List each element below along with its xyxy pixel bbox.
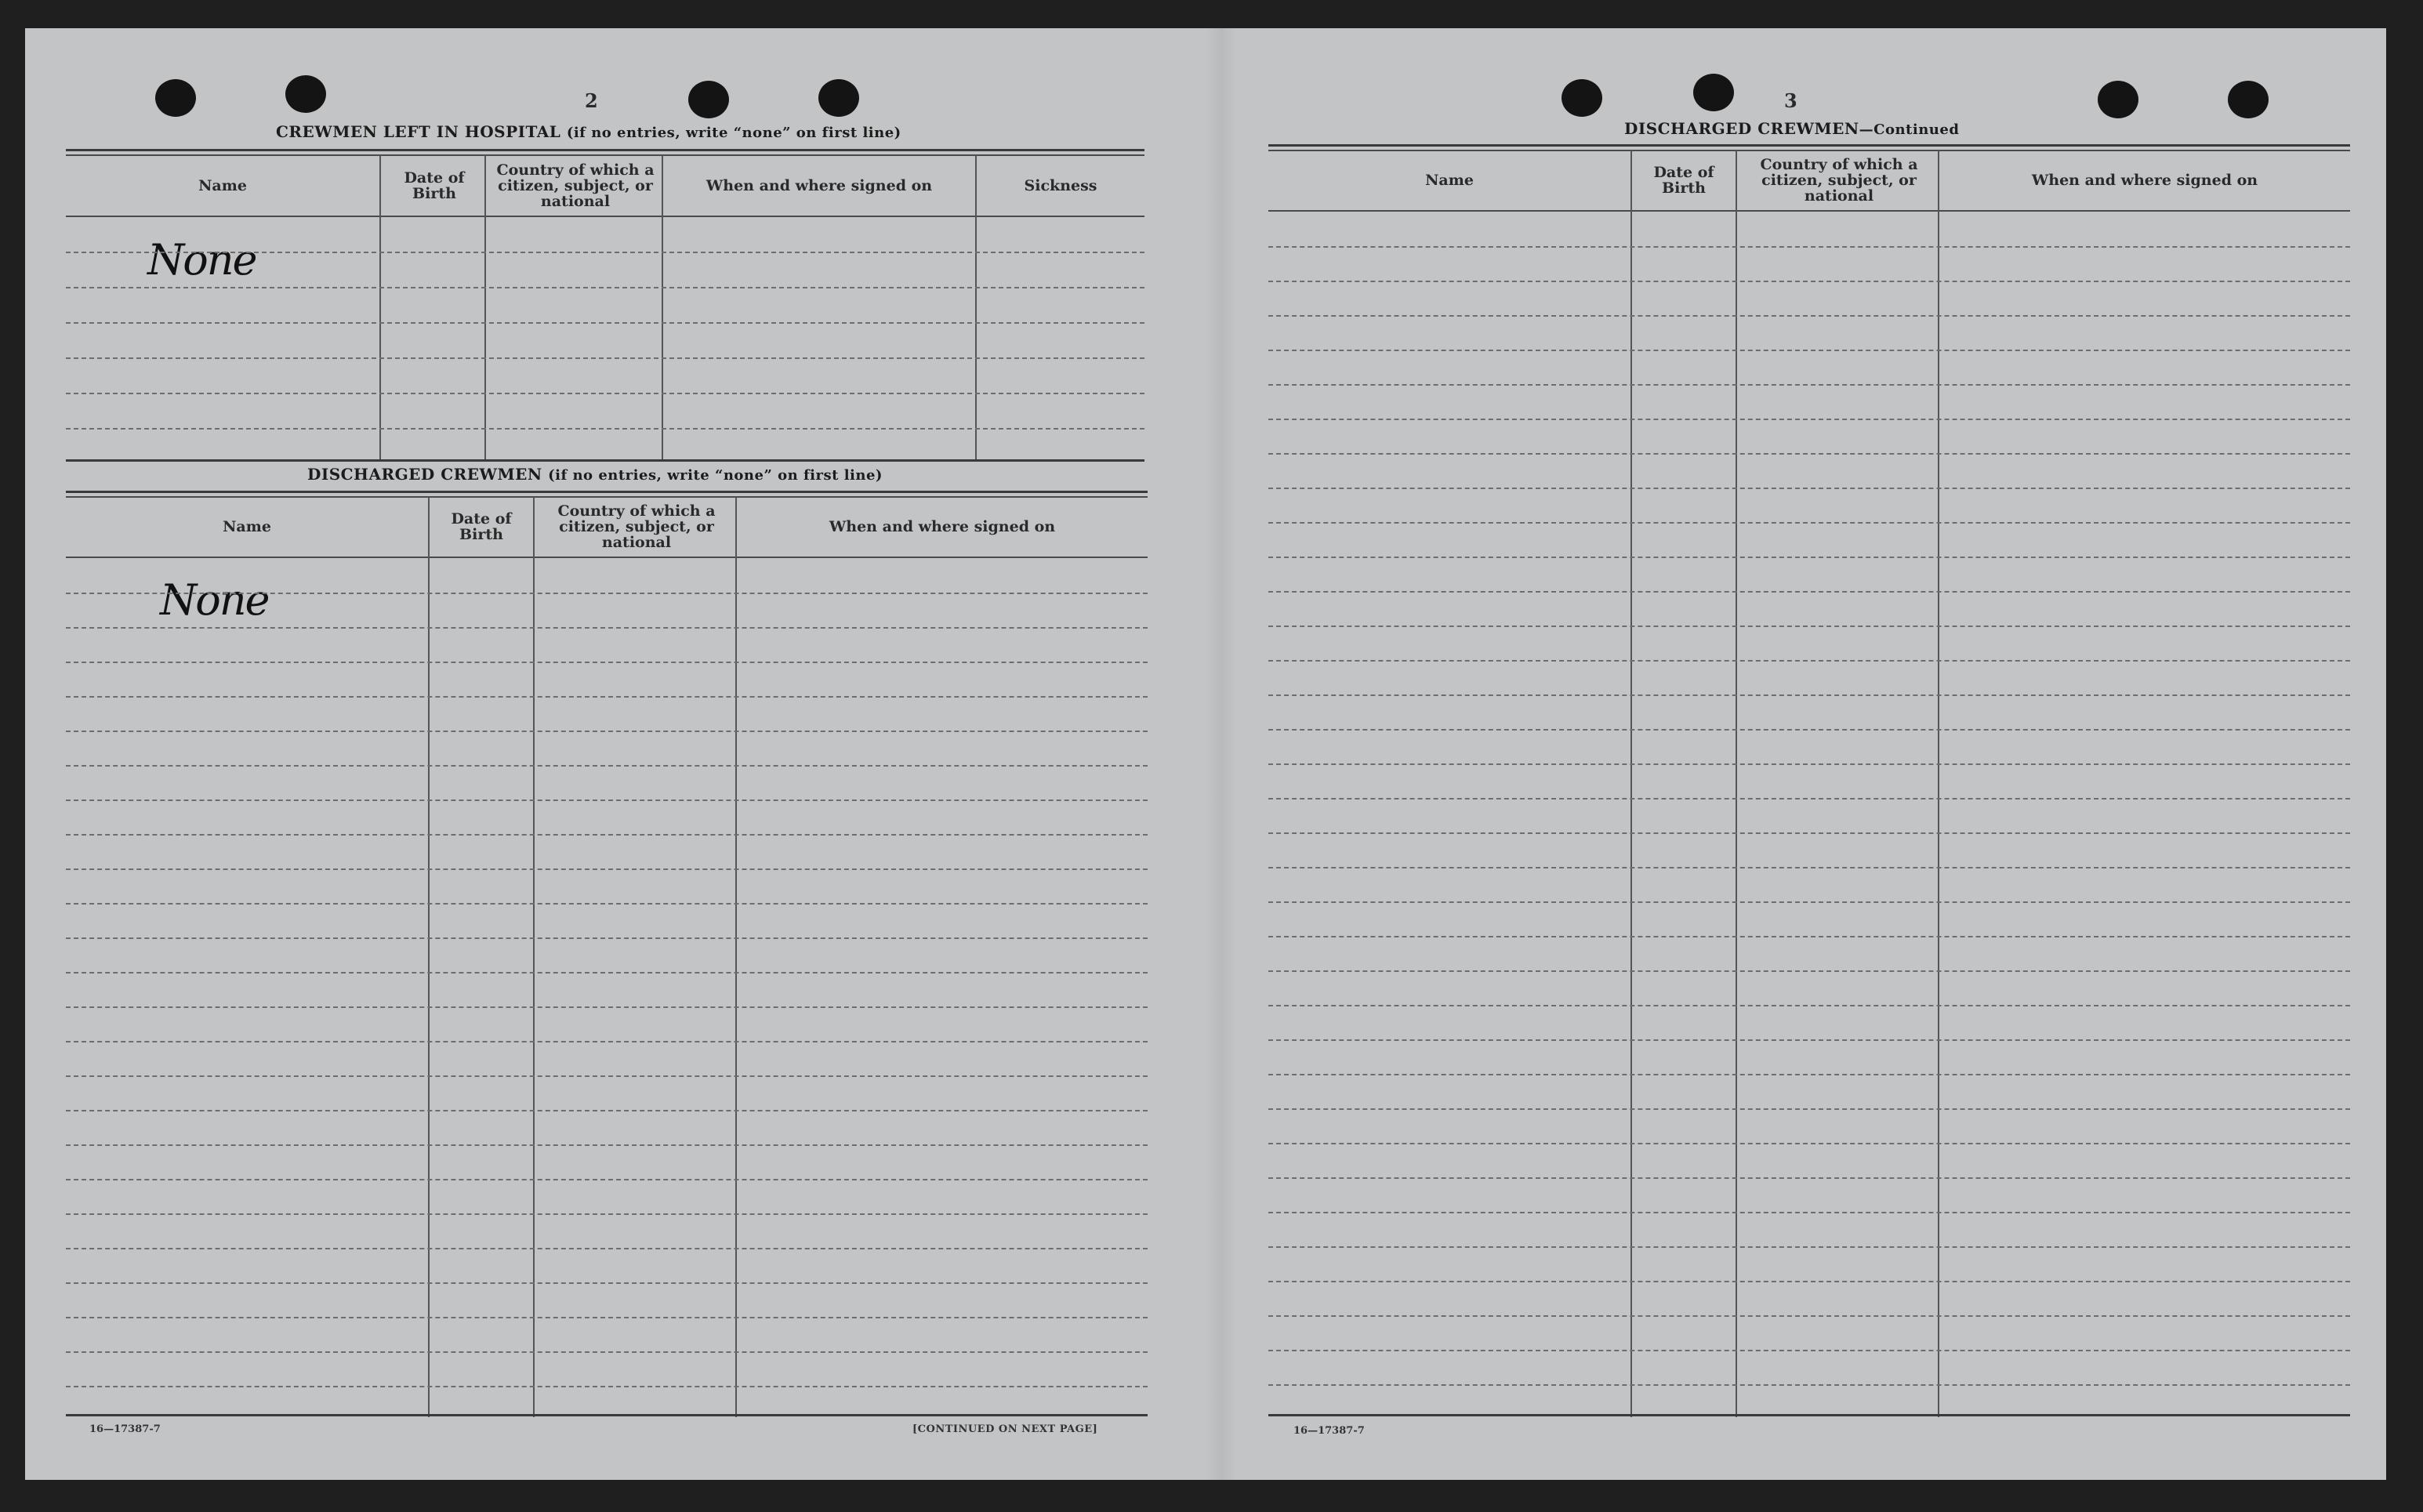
table-row-line [1268,970,2350,972]
table-row-line [66,1179,1148,1180]
table-row-line [66,322,1144,324]
table-top-rule [66,491,1148,493]
section-title-suffix: —Continued [1859,121,1960,138]
table-row-line [1268,867,2350,868]
table-row-line [1268,1143,2350,1144]
table-row-line [66,731,1148,732]
handwritten-entry: None [147,235,256,285]
table-row-line [1268,1384,2350,1386]
table-row-line [1268,1074,2350,1075]
table-row-line [66,1351,1148,1353]
table-bottom-rule [66,459,1144,462]
column-header-name: Name [223,518,271,535]
section-title-text: DISCHARGED CREWMEN [1624,119,1859,138]
page-number: 3 [1784,89,1797,112]
table-row-line [66,834,1148,836]
column-header-signed-on: When and where signed on [2031,172,2258,189]
table-row-line [1268,798,2350,800]
table-row-line [1268,1315,2350,1317]
punch-hole [155,79,196,117]
table-row-line [1268,694,2350,696]
table-row-line [1268,1246,2350,1248]
form-code: 16—17387-7 [1293,1425,1365,1437]
table-row-line [1268,453,2350,455]
column-header-sickness: Sickness [1024,177,1097,194]
table-row-line [1268,625,2350,627]
table-row-line [1268,419,2350,420]
table-row-line [66,593,1148,594]
page-number: 2 [585,89,598,112]
table-row-line [1268,488,2350,489]
scanned-document [25,28,2386,1480]
table-row-line [66,972,1148,974]
handwritten-entry: None [160,575,269,625]
table-row-line [66,627,1148,629]
section-title-discharged-continued [1624,119,1959,138]
table-bottom-rule [66,1414,1148,1416]
table-row-line [1268,315,2350,317]
column-separator [1736,150,1737,1417]
column-header-date-of-birth: Date of Birth [1653,164,1714,197]
table-row-line [66,1317,1148,1318]
punch-hole [1693,74,1734,111]
column-header-name: Name [1425,172,1474,189]
table-row-line [66,1075,1148,1077]
table-row-line [1268,591,2350,593]
table-top-rule [1268,150,2350,151]
table-row-line [1268,936,2350,937]
punch-hole [2098,81,2138,118]
section-note: (if no entries, write “none” on first line) [566,125,901,141]
table-row-line [66,1006,1148,1008]
table-header-rule [66,216,1144,217]
punch-hole [818,79,859,117]
table-row-line [66,393,1144,394]
table-top-rule [1268,144,2350,147]
table-row-line [1268,1350,2350,1351]
table-row-line [66,868,1148,870]
punch-hole [1562,79,1602,117]
table-row-line [66,252,1144,253]
table-row-line [1268,281,2350,282]
column-separator [533,497,535,1417]
punch-hole [2228,81,2269,118]
column-separator [735,497,737,1417]
discharged-continued-table [1268,144,2350,1417]
table-header-rule [66,557,1148,558]
table-row-line [1268,1108,2350,1110]
column-separator [428,497,430,1417]
column-header-country: Country of which a citizen, subject, or national [496,161,655,210]
form-code: 16—17387-7 [89,1423,161,1435]
table-row-line [66,903,1148,905]
section-title-text: CREWMEN LEFT IN HOSPITAL [276,122,561,141]
table-row-line [66,1041,1148,1042]
table-header-rule [1268,210,2350,212]
column-header-country: Country of which a citizen, subject, or national [557,502,716,551]
table-top-rule [66,149,1144,151]
table-row-line [66,357,1144,359]
table-bottom-rule [1268,1414,2350,1416]
punch-hole [285,75,326,113]
table-row-line [1268,763,2350,765]
table-row-line [66,765,1148,767]
table-top-rule [66,154,1144,156]
page-fold [1206,28,1237,1480]
hospital-table [66,149,1144,461]
column-header-country: Country of which a citizen, subject, or national [1760,156,1918,205]
table-row-line [1268,729,2350,731]
column-header-name: Name [198,177,247,194]
section-title-discharged [307,465,883,484]
table-row-line [1268,660,2350,662]
table-row-line [66,800,1148,801]
table-row-line [66,1386,1148,1387]
column-separator [1630,150,1632,1417]
table-row-line [66,428,1144,430]
continued-note: [CONTINUED ON NEXT PAGE] [912,1423,1098,1435]
column-separator [379,155,381,461]
table-row-line [66,1213,1148,1215]
section-title-text: DISCHARGED CREWMEN [307,465,542,484]
table-row-line [66,937,1148,939]
table-row-line [66,696,1148,698]
column-header-date-of-birth: Date of Birth [451,510,512,543]
table-row-line [66,287,1144,288]
table-row-line [66,1110,1148,1111]
column-header-signed-on: When and where signed on [705,177,933,194]
column-separator [484,155,486,461]
table-row-line [1268,1281,2350,1282]
table-row-line [66,662,1148,663]
table-row-line [1268,1039,2350,1041]
table-row-line [1268,384,2350,386]
section-title-hospital [276,122,901,141]
column-separator [1938,150,1939,1417]
table-row-line [66,1248,1148,1249]
table-row-line [1268,1005,2350,1006]
table-row-line [1268,1212,2350,1213]
column-header-date-of-birth: Date of Birth [404,169,465,202]
table-row-line [1268,1177,2350,1179]
discharged-table [66,491,1148,1417]
table-row-line [66,1282,1148,1284]
section-note: (if no entries, write “none” on first line) [548,467,883,484]
table-row-line [1268,350,2350,351]
table-row-line [1268,901,2350,903]
table-row-line [1268,522,2350,524]
table-row-line [1268,557,2350,558]
table-row-line [1268,832,2350,834]
table-row-line [66,1144,1148,1146]
table-top-rule [66,496,1148,498]
punch-hole [688,81,729,118]
column-header-signed-on: When and where signed on [829,518,1056,535]
table-row-line [1268,246,2350,248]
